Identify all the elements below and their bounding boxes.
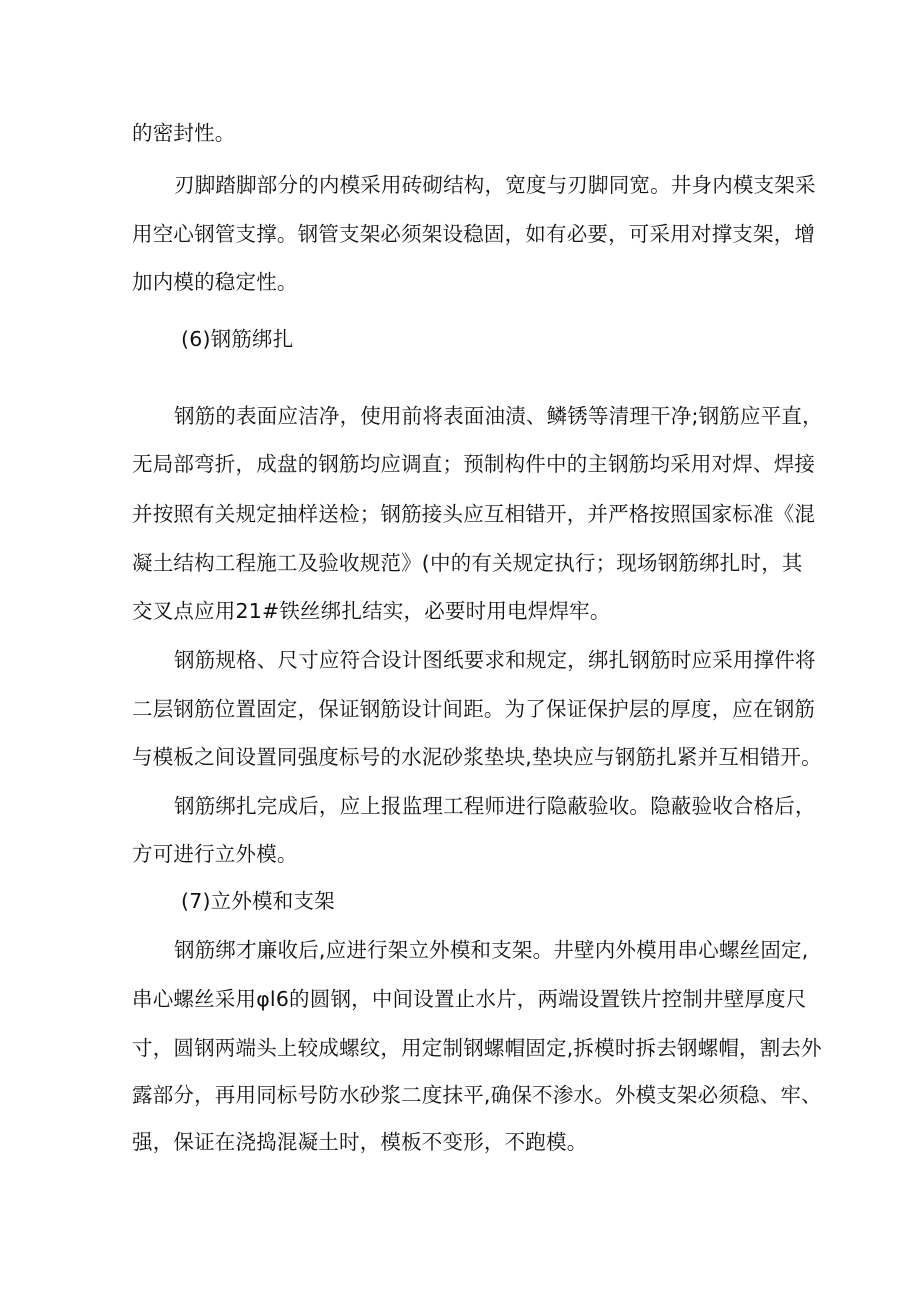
paragraph-line: 与模板之间设置同强度标号的水泥砂浆垫块,垫块应与钢筋扎紧并互相错开。 [132,745,822,769]
paragraph-line: 的密封性。 [132,121,236,145]
paragraph-line: 寸，圆钢两端头上较成螺纹，用定制钢螺帽固定,拆模时拆去钢螺帽，割去外 [132,1036,822,1060]
section-heading-7: (7)立外模和支架 [181,889,335,913]
paragraph-line: 强，保证在浇捣混凝土时，模板不变形，不跑模。 [132,1130,588,1154]
paragraph-line: 钢筋规格、尺寸应符合设计图纸要求和规定，绑扎钢筋时应采用撑件将 [174,648,816,672]
paragraph-line: 钢筋的表面应洁净，使用前将表面油渍、鳞锈等清理干净;钢筋应平直， [174,404,823,428]
paragraph-line: 二层钢筋位置固定，保证钢筋设计间距。为了保证保护层的厚度，应在钢筋 [132,697,816,721]
paragraph-line: 钢筋绑扎完成后，应上报监理工程师进行隐蔽验收。隐蔽验收合格后， [174,794,816,818]
paragraph-line: 加内模的稳定性。 [132,270,298,294]
paragraph-line: 钢筋绑才廉收后,应进行架立外模和支架。井壁内外模用串心螺丝固定, [174,938,809,962]
paragraph-line: 刃脚踏脚部分的内模采用砖砌结构，宽度与刃脚同宽。井身内模支架采 [174,173,816,197]
paragraph-line: 并按照有关规定抽样送检；钢筋接头应互相错开，并严格按照国家标准《混 [132,502,816,526]
paragraph-line: 用空心钢管支撑。钢管支架必须架设稳固，如有必要，可采用对撑支架，增 [132,222,816,246]
paragraph-line: 串心螺丝采用φl6的圆钢，中间设置止水片，两端设置铁片控制井壁厚度尺 [132,987,807,1011]
paragraph-line: 无局部弯折，成盘的钢筋均应调直；预制构件中的主钢筋均采用对焊、焊接 [132,452,816,476]
paragraph-line: 凝土结构工程施工及验收规范》(中的有关规定执行；现场钢筋绑扎时，其 [132,551,803,575]
paragraph-line: 露部分，再用同标号防水砂浆二度抹平,确保不渗水。外模支架必须稳、牢、 [132,1083,822,1107]
section-heading-6: (6)钢筋绑扎 [181,327,294,351]
paragraph-line: 方可进行立外模。 [132,842,298,866]
paragraph-line: 交叉点应用21#铁丝绑扎结实，必要时用电焊焊牢。 [132,599,611,623]
